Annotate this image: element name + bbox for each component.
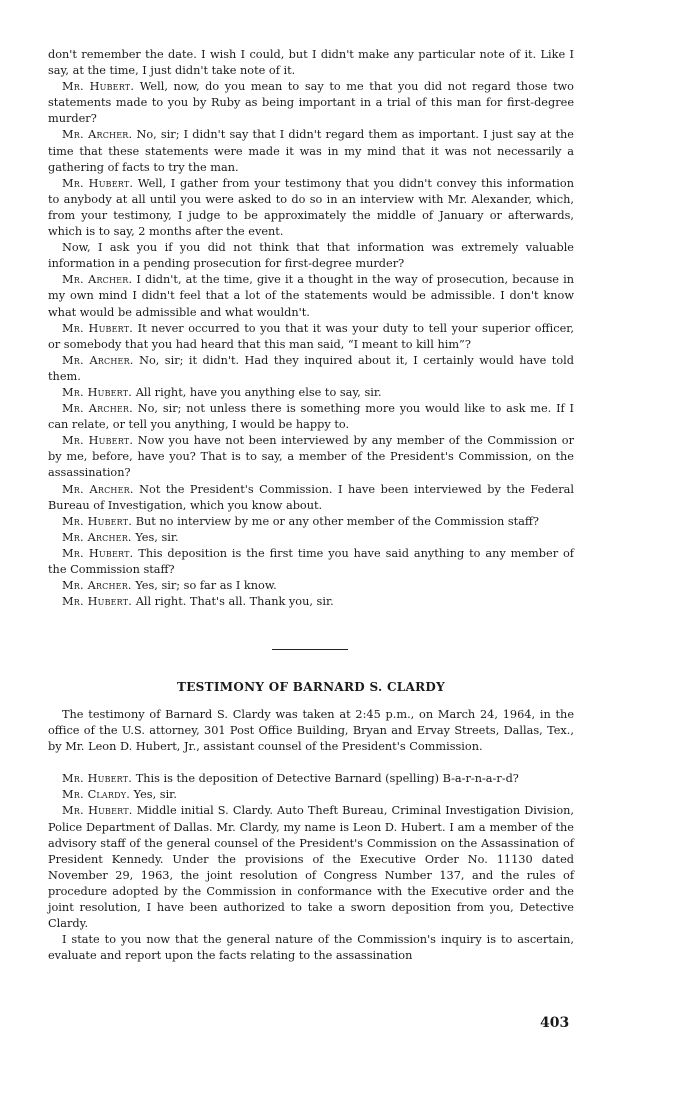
paragraph xyxy=(48,176,574,240)
paragraph-text: Well, I gather from your testimony that you didn't convey this information to anybody at all until you were asked to do so in an interview with Mr. Alexander, which, from your testimony, I judge to be approximately the middle of January or afterwards, which is to say, 2 months after the event. xyxy=(48,176,574,239)
speaker-label: Mr. Archer. xyxy=(62,579,132,593)
paragraph-text: Now, I ask you if you did not think that that information was extremely valuable information in a pending prosecution for first-degree murder? xyxy=(48,241,574,271)
paragraph xyxy=(48,530,574,546)
speaker-label: Mr. Hubert. xyxy=(62,804,133,818)
speaker-label: Mr. Hubert. xyxy=(62,772,133,786)
paragraph xyxy=(48,546,574,578)
paragraph-text: Middle initial S. Clardy. Auto Theft Bureau, Criminal Investigation Division, Police Department of Dallas. Mr. Clardy, my name is Leon D. Hubert. I am a member of the advisory staff of the general counsel of the President's Commission on the Assassination of President Kennedy. Under the provisions of the Executive Order No. 11130 dated November 29, 1963, the joint resolution of Congress Number 137, and the rules of procedure adopted by the Commission in conformance with the Executive order and the joint resolution, I have been authorized to take a sworn deposition from you, Detective Clardy. xyxy=(48,804,574,931)
paragraph-text: Yes, sir; so far as I know. xyxy=(135,579,277,593)
speaker-label: Mr. Hubert. xyxy=(62,546,134,560)
paragraph-text: Now you have not been interviewed by any member of the Commission or by me, before, have you? That is to say, a member of the President's Commission, on the assassination? xyxy=(48,434,574,480)
paragraph-text: don't remember the date. I wish I could, but I didn't make any particular note of it. Like I say, at the time, I just didn't take note of it. xyxy=(48,48,574,78)
paragraph-text: All right, have you anything else to say, sir. xyxy=(135,385,382,399)
speaker-label: Mr. Hubert. xyxy=(62,434,134,448)
section-divider xyxy=(272,649,348,650)
intro-paragraph: The testimony of Barnard S. Clardy was taken at 2:45 p.m., on March 24, 1964, in the office of the U.S. attorney, 301 Post Office Building, Bryan and Ervay Streets, Dallas, Tex., by Mr. Leon D. Hubert, Jr., assistant counsel of the President's Commission. xyxy=(48,708,574,754)
paragraph-text: I state to you now that the general nature of the Commission's inquiry is to ascertain, evaluate and report upon the facts relating to the assassination xyxy=(48,933,574,963)
speaker-label: Mr. Hubert. xyxy=(62,385,133,399)
paragraph xyxy=(48,594,574,610)
paragraph xyxy=(48,321,574,353)
paragraph xyxy=(48,240,574,272)
paragraph xyxy=(48,787,574,803)
deposition-continuation xyxy=(48,47,574,610)
speaker-label: Mr. Hubert. xyxy=(62,514,133,528)
paragraph-text: All right. That's all. Thank you, sir. xyxy=(135,595,334,609)
speaker-label: Mr. Hubert. xyxy=(62,595,133,609)
testimony-heading: TESTIMONY OF BARNARD S. CLARDY xyxy=(177,680,445,694)
paragraph xyxy=(48,433,574,481)
paragraph-text: It never occurred to you that it was your duty to tell your superior officer, or somebody that you had heard that this man said, “I meant to kill him”? xyxy=(48,321,575,351)
paragraph-text: No, sir; I didn't say that I didn't regard them as important. I just say at the time that these statements were made it was in my mind that it was not necessarily a gathering of facts to try the man. xyxy=(48,128,574,174)
paragraph xyxy=(48,771,574,787)
paragraph xyxy=(48,932,574,964)
paragraph-text: Yes, sir. xyxy=(133,788,177,802)
page-number: 403 xyxy=(540,1015,570,1031)
speaker-label: Mr. Hubert. xyxy=(62,321,134,335)
paragraph xyxy=(48,47,574,79)
speaker-label: Mr. Archer. xyxy=(62,402,133,416)
paragraph-text: Yes, sir. xyxy=(135,530,179,544)
clardy-testimony xyxy=(48,707,574,964)
speaker-label: Mr. Hubert. xyxy=(62,80,135,94)
paragraph xyxy=(48,803,574,932)
paragraph-text: Well, now, do you mean to say to me that you did not regard those two statements made to you by Ruby as being important in a trial of this man for first-degree murder? xyxy=(48,80,574,126)
paragraph-text: But no interview by me or any other member of the Commission staff? xyxy=(135,514,539,528)
paragraph-text: I didn't, at the time, give it a thought in the way of prosecution, because in my own mind I didn't feel that a lot of the statements would be admissible. I don't know what would be admissible and what wouldn't. xyxy=(48,273,574,319)
speaker-label: Mr. Clardy. xyxy=(62,788,131,802)
paragraph xyxy=(48,127,574,175)
paragraph xyxy=(48,401,574,433)
speaker-label: Mr. Archer. xyxy=(62,128,133,142)
speaker-label: Mr. Archer. xyxy=(62,482,134,496)
paragraph-text: This is the deposition of Detective Barnard (spelling) B-a-r-n-a-r-d? xyxy=(135,772,519,786)
paragraph xyxy=(48,482,574,514)
paragraph-text: No, sir; it didn't. Had they inquired about it, I certainly would have told them. xyxy=(48,353,574,383)
paragraph xyxy=(48,578,574,594)
speaker-label: Mr. Archer. xyxy=(62,353,134,367)
speaker-label: Mr. Archer. xyxy=(62,273,133,287)
paragraph-text: Not the President's Commission. I have been interviewed by the Federal Bureau of Investigation, which you know about. xyxy=(48,482,574,512)
paragraph xyxy=(48,385,574,401)
speaker-label: Mr. Hubert. xyxy=(62,176,134,190)
paragraph-text: This deposition is the first time you have said anything to any member of the Commission staff? xyxy=(48,546,574,576)
paragraph xyxy=(48,353,574,385)
paragraph xyxy=(48,79,574,127)
paragraph xyxy=(48,514,574,530)
paragraph-text: No, sir; not unless there is something more you would like to ask me. If I can relate, or tell you anything, I would be happy to. xyxy=(48,402,574,432)
speaker-label: Mr. Archer. xyxy=(62,530,132,544)
paragraph xyxy=(48,272,574,320)
